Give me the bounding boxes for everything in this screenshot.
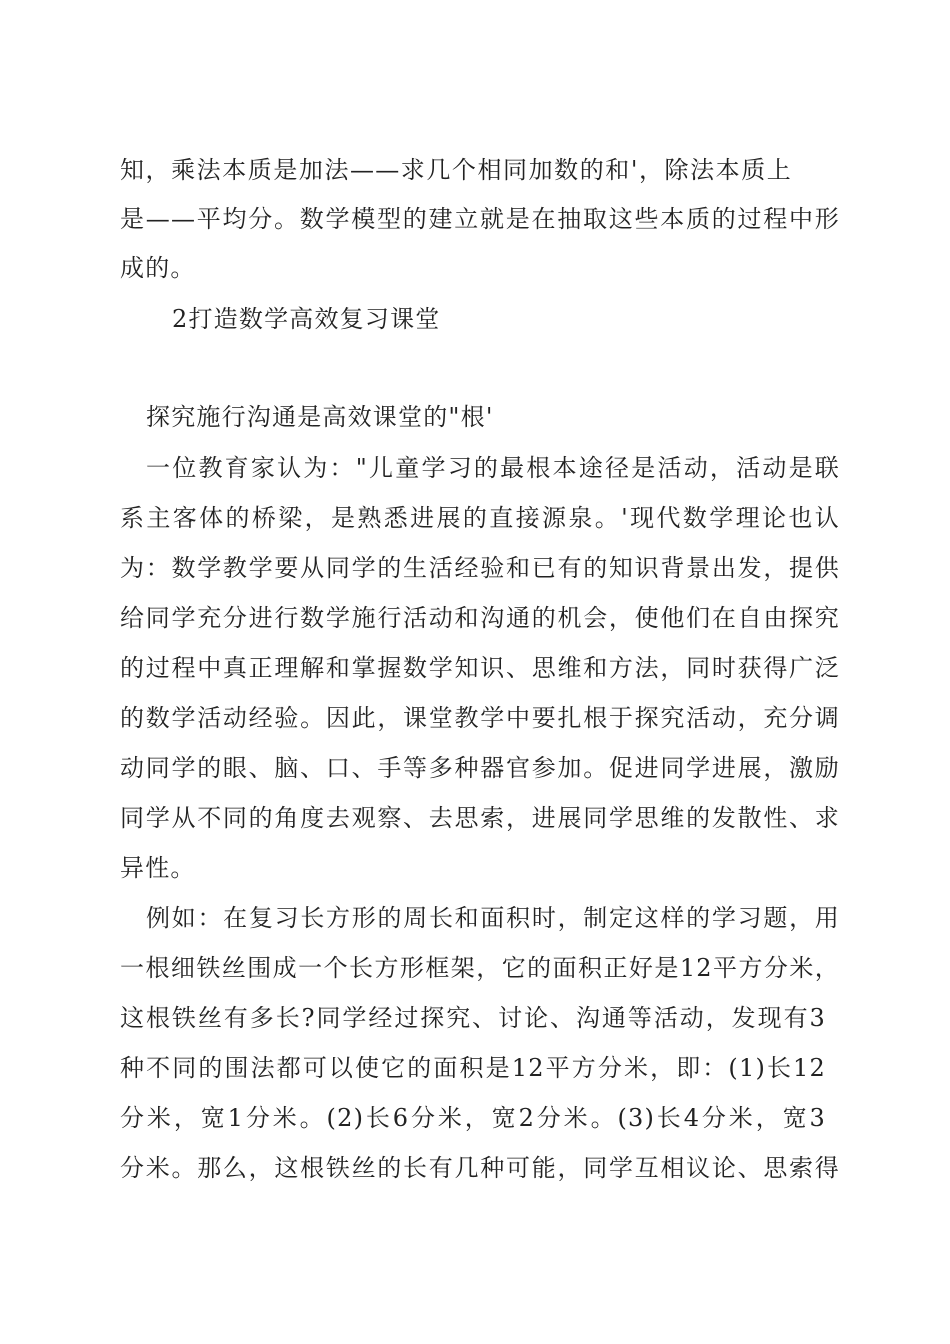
paragraph-line: 为：数学教学要从同学的生活经验和已有的知识背景出发，提供 xyxy=(120,554,840,582)
paragraph-line: 是——平均分。数学模型的建立就是在抽取这些本质的过程中形 xyxy=(120,205,840,233)
paragraph-line: 种不同的围法都可以使它的面积是12平方分米，即：(1)长12 xyxy=(120,1054,826,1082)
paragraph-line: 成的。 xyxy=(120,254,196,282)
paragraph-line: 给同学充分进行数学施行活动和沟通的机会，使他们在自由探究 xyxy=(120,604,840,632)
paragraph-line: 这根铁丝有多长?同学经过探究、讨论、沟通等活动，发现有3 xyxy=(120,1004,826,1032)
paragraph-line: 异性。 xyxy=(120,854,196,882)
paragraph-line: 的过程中真正理解和掌握数学知识、思维和方法，同时获得广泛 xyxy=(120,654,840,682)
paragraph-line: 的数学活动经验。因此，课堂教学中要扎根于探究活动，充分调 xyxy=(120,704,840,732)
paragraph-line: 动同学的眼、脑、口、手等多种器官参加。促进同学进展，激励 xyxy=(120,754,840,782)
subsection-heading: 探究施行沟通是高效课堂的"根' xyxy=(146,403,494,431)
paragraph-line: 例如：在复习长方形的周长和面积时，制定这样的学习题，用 xyxy=(146,904,840,932)
paragraph-line: 系主客体的桥梁，是熟悉进展的直接源泉。'现代数学理论也认 xyxy=(120,504,840,532)
paragraph-line: 分米。那么，这根铁丝的长有几种可能，同学互相议论、思索得 xyxy=(120,1154,840,1182)
paragraph-line: 一位教育家认为："儿童学习的最根本途径是活动，活动是联 xyxy=(146,454,840,482)
paragraph-line: 一根细铁丝围成一个长方形框架，它的面积正好是12平方分米， xyxy=(120,954,840,982)
paragraph-line: 分米，宽1分米。(2)长6分米，宽2分米。(3)长4分米，宽3 xyxy=(120,1104,826,1132)
paragraph-line: 同学从不同的角度去观察、去思索，进展同学思维的发散性、求 xyxy=(120,804,840,832)
section-heading: 2打造数学高效复习课堂 xyxy=(172,305,441,333)
paragraph-line: 知，乘法本质是加法——求几个相同加数的和'，除法本质上 xyxy=(120,156,792,184)
